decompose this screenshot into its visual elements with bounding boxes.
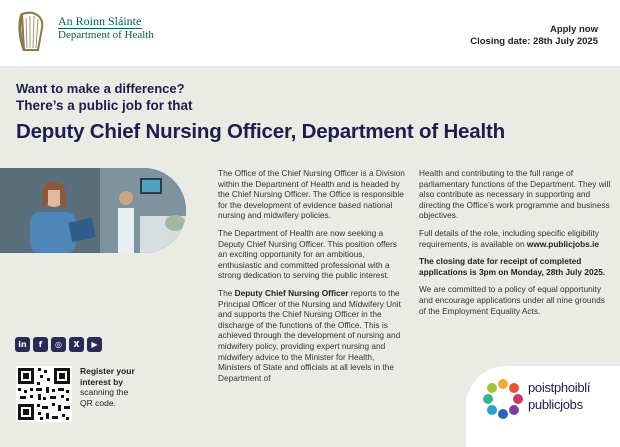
paragraph-reports-pre: The: [218, 287, 235, 298]
paragraph-reports: [218, 288, 408, 383]
tagline-question: Want to make a difference?: [16, 81, 185, 96]
body-column-right: [419, 168, 611, 323]
body-column-left: [218, 168, 408, 390]
publicjobs-link[interactable]: www.publicjobs.ie: [526, 238, 599, 249]
publicjobs-english-name: publicjobs: [528, 397, 583, 412]
publicjobs-irish-name: poistphoiblí: [528, 380, 591, 395]
qr-instructions: [80, 366, 142, 408]
apply-info: [470, 24, 598, 48]
nurse-photo: [0, 168, 186, 253]
paragraph-contributing: Health and contributing to the full range of parliamentary functions of the Department. They will also contribute as necessary in supporting and directing the Office’s work programme and business objectives.: [419, 168, 611, 221]
hospital-scene-image: [0, 168, 186, 253]
facebook-icon[interactable]: f: [33, 337, 48, 352]
apply-now-label: Apply now: [549, 24, 598, 35]
role-name-bold: Deputy Chief Nursing Officer: [234, 287, 349, 298]
publicjobs-ring-icon: [482, 378, 524, 420]
paragraph-reports-post: reports to the Principal Officer of the Nursing and Midwifery Unit and supports the Chief Nursing Officer in the discharge of the functions of the Office. This is achieved through the development of nursing and midwifery policy, providing expert nursing and midwifery advice to the Minister for Health, Ministers of State and officials at all levels in the Department of: [218, 287, 401, 383]
paragraph-details: [419, 228, 611, 249]
publicjobs-logo: [466, 366, 620, 447]
instagram-icon[interactable]: ◎: [51, 337, 66, 352]
tagline-statement: There’s a public job for that: [16, 98, 193, 113]
paragraph-closing-date: The closing date for receipt of completed applications is 3pm on Monday, 28th July 2025.: [419, 256, 606, 277]
social-icons: [15, 337, 102, 352]
job-title: Deputy Chief Nursing Officer, Department of Health: [16, 120, 505, 143]
closing-date-label: Closing date: 28th July 2025: [470, 36, 598, 47]
paragraph-equal-opportunity: We are committed to a policy of equal opportunity and encourage applications under all nine grounds of the Employment Equality Acts.: [419, 284, 605, 316]
qr-code[interactable]: [16, 366, 72, 422]
harp-logo-icon: [16, 10, 48, 54]
qr-code-icon: [16, 366, 72, 422]
department-name-english: Department of Health: [58, 29, 154, 41]
qr-instructions-bold: Register your interest by: [80, 366, 135, 387]
paragraph-details-text: Full details of the role, including specific eligibility requirements, is available on: [419, 227, 599, 249]
paragraph-office: The Office of the Chief Nursing Officer is a Division within the Department of Health and is headed by the Chief Nursing Officer. The Office is responsible for the development of evidence based national nursing and midwifery policies.: [218, 168, 405, 221]
qr-instructions-rest: scanning the QR code.: [80, 387, 129, 408]
x-icon[interactable]: X: [69, 337, 84, 352]
youtube-icon[interactable]: ▶: [87, 337, 102, 352]
paragraph-seeking: The Department of Health are now seeking a Deputy Chief Nursing Officer. This position offers an exciting opportunity for an ambitious, enthusiastic and committed professional with a strong dedication to serving the public interest.: [218, 227, 397, 281]
department-name-irish: An Roinn Sláinte: [58, 14, 142, 28]
linkedin-icon[interactable]: in: [15, 337, 30, 352]
header-bar: [0, 0, 620, 66]
